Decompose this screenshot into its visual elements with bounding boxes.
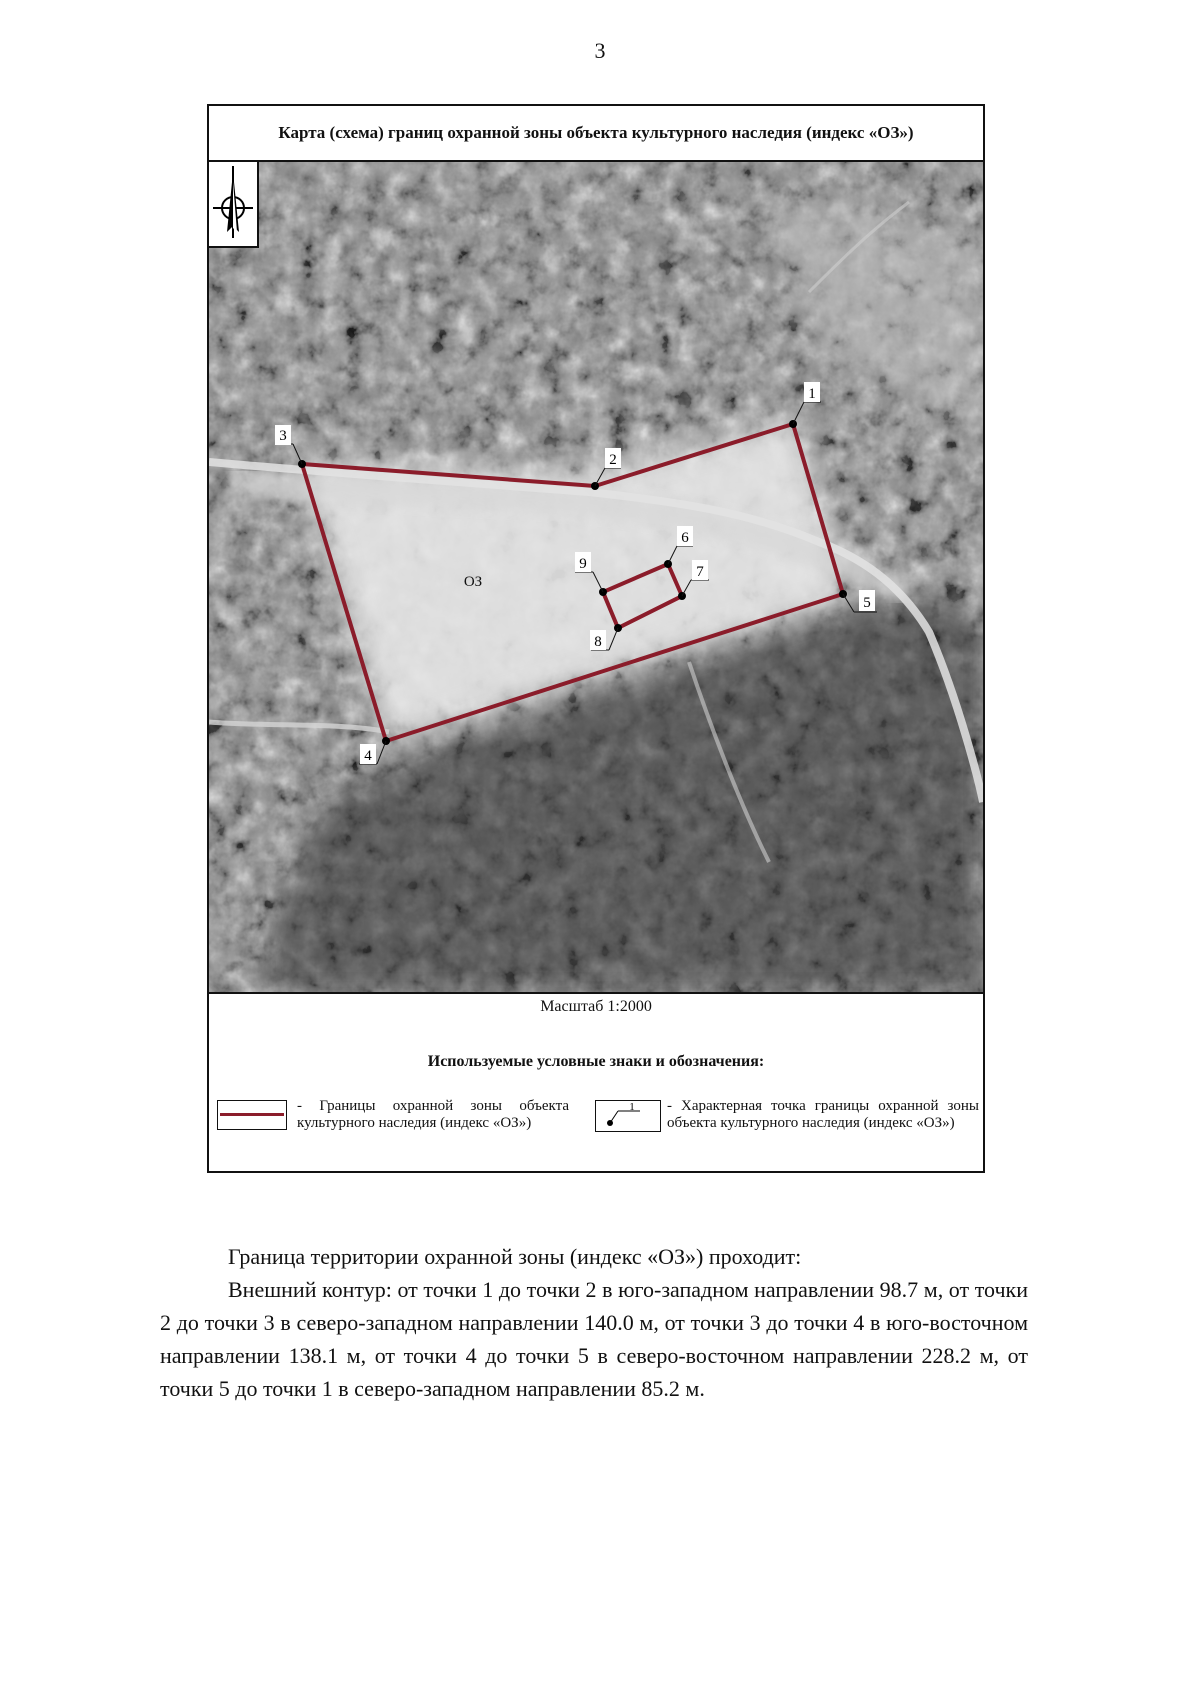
map-frame [207, 104, 985, 1173]
point-label: 4 [364, 748, 372, 764]
north-arrow-icon [209, 162, 259, 248]
description-paragraph-2: Внешний контур: от точки 1 до точки 2 в юго-западном направлении 98.7 м, от точки 2 до точки 3 в северо-западном направлении 140.0 м, от точки 3 до точки 4 в юго-восточном направлении 138.1 м, от точки 4 до точки 5 в северо-восточном направлении 228.2 м, от точки 5 до точки 1 в северо-западном направлении 85.2 м. [160, 1277, 1028, 1401]
description-paragraph-1: Граница территории охранной зоны (индекс «ОЗ») проходит: [228, 1244, 802, 1269]
legend-boundary-text: - Границы охранной зоны объекта культурного наследия (индекс «ОЗ») [297, 1098, 569, 1131]
description-text [160, 1240, 1028, 1405]
legend [217, 1096, 979, 1156]
legend-point-symbol [595, 1100, 661, 1132]
legend-point-text: - Характерная точка границы охранной зоны объекта культурного наследия (индекс «ОЗ») [667, 1098, 979, 1131]
legend-title: Используемые условные знаки и обозначения: [427, 1053, 765, 1070]
point-label: 3 [279, 428, 287, 444]
point-label: 9 [579, 556, 587, 572]
point-label: 5 [863, 595, 871, 611]
legend-boundary-symbol [217, 1100, 287, 1130]
point-label: 7 [696, 564, 704, 580]
point-label: 2 [609, 452, 617, 468]
point-label: 6 [681, 530, 689, 546]
point-label: 8 [594, 634, 602, 650]
point-label: 1 [808, 386, 816, 402]
legend-point-sample-label: 1 [629, 1101, 635, 1113]
page-number: 3 [594, 38, 606, 63]
satellite-map [209, 162, 983, 994]
map-scale: Масштаб 1:2000 [540, 998, 652, 1015]
map-svg [209, 162, 983, 992]
zone-label: ОЗ [463, 574, 483, 590]
map-title: Карта (схема) границ охранной зоны объекта культурного наследия (индекс «ОЗ») [209, 106, 983, 162]
